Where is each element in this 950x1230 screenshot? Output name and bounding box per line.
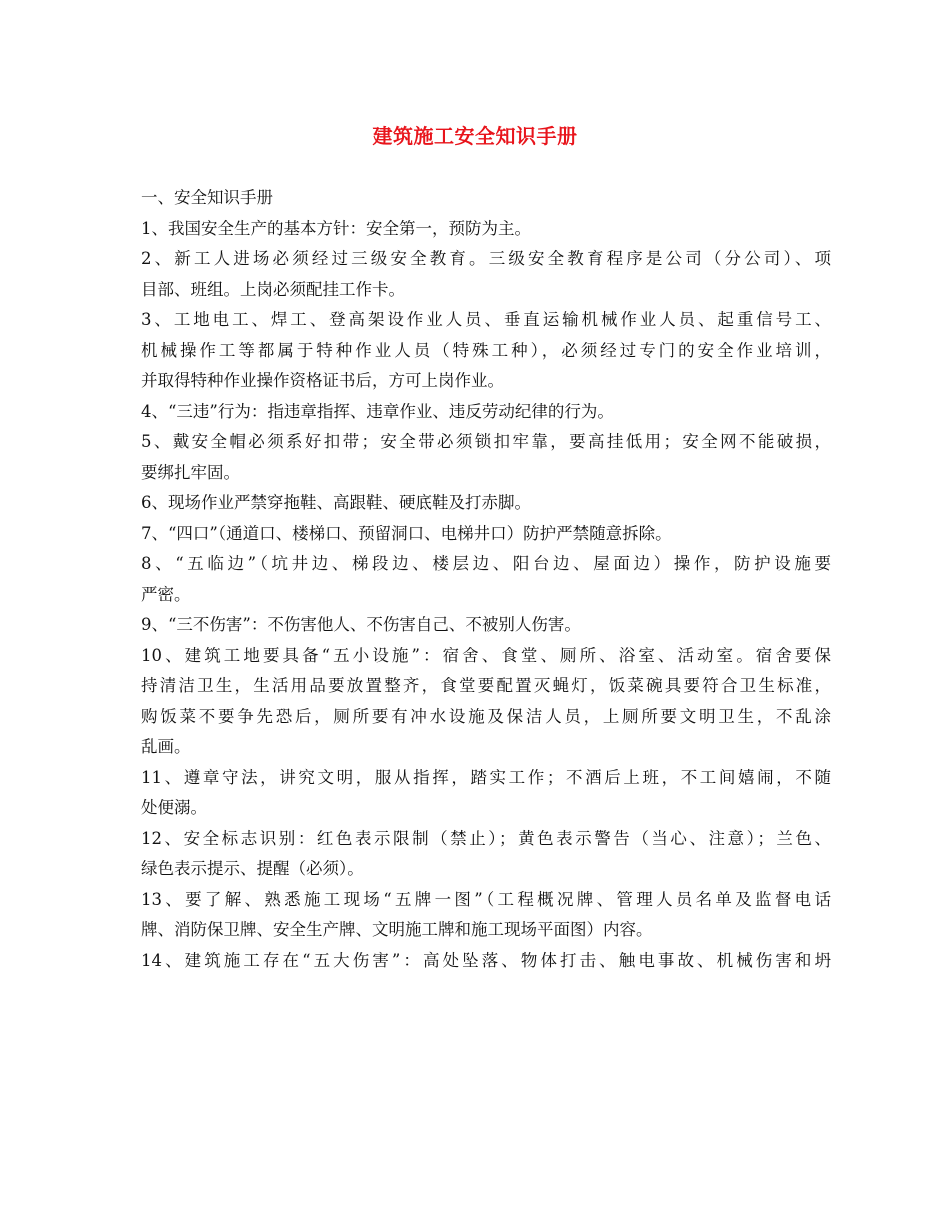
paragraph-line: 机械操作工等都属于特种作业人员（特殊工种），必须经过专门的安全作业培训，: [141, 340, 831, 360]
paragraph-line: 绿色表示提示、提醒（必须）。: [141, 859, 364, 878]
paragraph-line: 严密。: [141, 584, 191, 604]
paragraph-line: 3、工地电工、焊工、登高架设作业人员、垂直运输机械作业人员、起重信号工、: [141, 310, 831, 329]
paragraph-line: 乱画。: [141, 737, 191, 756]
paragraph-line: 6、现场作业严禁穿拖鞋、高跟鞋、硬底鞋及打赤脚。: [141, 493, 531, 512]
paragraph-line: 2、新工人进场必须经过三级安全教育。三级安全教育程序是公司（分公司）、项: [141, 249, 831, 268]
paragraph-line: 要绑扎牢固。: [141, 462, 240, 482]
document-title: 建筑施工安全知识手册: [372, 124, 578, 148]
paragraph-line: 处便溺。: [141, 798, 207, 817]
paragraph-line: 牌、消防保卫牌、安全生产牌、文明施工牌和施工现场平面图）内容。: [141, 920, 653, 939]
paragraph-line: 1、我国安全生产的基本方针：安全第一，预防为主。: [141, 218, 531, 238]
paragraph-line: 12、安全标志识别：红色表示限制（禁止）；黄色表示警告（当心、注意）；兰色、: [141, 828, 831, 848]
paragraph-line: 9、“三不伤害”：不伤害他人、不伤害自己、不被别人伤害。: [141, 615, 581, 634]
paragraph-line: 并取得特种作业操作资格证书后，方可上岗作业。: [141, 371, 504, 390]
paragraph-line: 10、建筑工地要具备“五小设施”：宿舍、食堂、厕所、浴室、活动室。宿舍要保: [141, 645, 831, 665]
section-heading: 一、安全知识手册: [141, 188, 273, 207]
paragraph-line: 购饭菜不要争先恐后，厕所要有冲水设施及保洁人员，上厕所要文明卫生，不乱涂: [141, 706, 831, 726]
paragraph-line: 4、“三违”行为：指违章指挥、违章作业、违反劳动纪律的行为。: [141, 401, 614, 421]
document-body: [141, 183, 831, 976]
paragraph-line: 11、遵章守法，讲究文明，服从指挥，踏实工作；不酒后上班，不工间嬉闹，不随: [141, 767, 831, 787]
paragraph-line: 7、“四口”（通道口、楼梯口、预留洞口、电梯井口）防护严禁随意拆除。: [141, 523, 672, 543]
paragraph-line: 14、建筑施工存在“五大伤害”：高处坠落、物体打击、触电事故、机械伤害和坍: [141, 950, 831, 970]
paragraph-line: 持清洁卫生，生活用品要放置整齐，食堂要配置灭蝇灯，饭菜碗具要符合卫生标准，: [141, 676, 831, 695]
paragraph-line: 5、戴安全帽必须系好扣带；安全带必须锁扣牢靠，要高挂低用；安全网不能破损，: [141, 432, 831, 451]
paragraph-line: 目部、班组。上岗必须配挂工作卡。: [141, 279, 405, 299]
paragraph-line: 8、“五临边”（坑井边、梯段边、楼层边、阳台边、屋面边）操作，防护设施要: [141, 554, 831, 573]
paragraph-line: 13、要了解、熟悉施工现场“五牌一图”（工程概况牌、管理人员名单及监督电话: [141, 889, 831, 909]
